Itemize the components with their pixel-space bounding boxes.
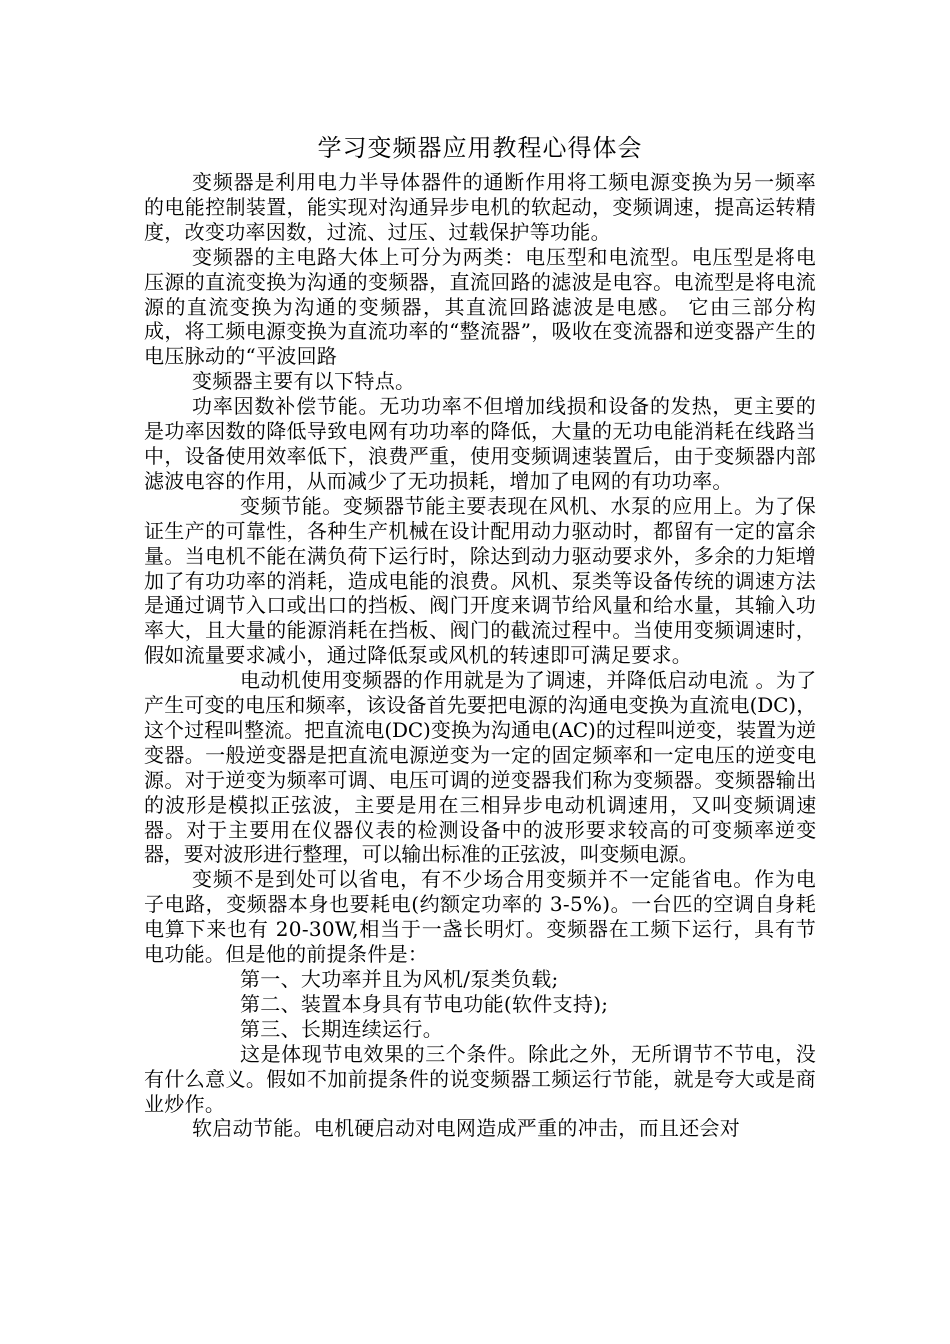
paragraph-main-circuit: 变频器的主电路大体上可分为两类：电压型和电流型。电压型是将电压源的直流变换为沟通的变频器，直流回路的滤波是电容。电流型是将电流源的直流变换为沟通的变频器，其直流回路滤波是电感。 它由三部分构成，将工频电源变换为直流功率的“整流器”，吸收在变流器和逆变器产生的电压脉动的“平波回路: [144, 244, 816, 369]
paragraph-power-factor: 功率因数补偿节能。无功功率不但增加线损和设备的发热，更主要的是功率因数的降低导致电网有功功率的降低，大量的无功电能消耗在线路当中，设备使用效率低下，浪费严重，使用变频调速装置后，由于变频器内部滤波电容的作用，从而减少了无功损耗，增加了电网的有功功率。: [144, 394, 816, 493]
paragraph-intro: 变频器是利用电力半导体器件的通断作用将工频电源变换为另一频率的电能控制装置，能实现对沟通异步电机的软起动，变频调速，提高运转精度，改变功率因数，过流、过压、过载保护等功能。: [144, 170, 816, 244]
paragraph-features-heading: 变频器主要有以下特点。: [192, 369, 416, 394]
paragraph-conditions-summary: 这是体现节电效果的三个条件。除此之外，无所谓节不节电，没有什么意义。假如不加前提条件的说变频器工频运行节能，就是夸大或是商业炒作。: [144, 1041, 816, 1116]
list-item-condition-3: 第三、长期连续运行。: [240, 1016, 443, 1041]
list-item-condition-2: 第二、装置本身具有节电功能(软件支持);: [240, 991, 609, 1016]
paragraph-soft-start: 软启动节能。电机硬启动对电网造成严重的冲击，而且还会对: [192, 1116, 741, 1141]
list-item-condition-1: 第一、大功率并且为风机/泵类负载;: [240, 967, 559, 991]
paragraph-not-always-saving: 变频不是到处可以省电，有不少场合用变频并不一定能省电。作为电子电路，变频器本身也要耗电(约额定功率的 3-5%)。一台匹的空调自身耗电算下来也有 20-30W,相当于一盏长明灯。变频器在工频下运行，具有节电功能。但是他的前提条件是：: [144, 867, 816, 967]
document-page: [144, 128, 816, 1141]
page-title: 学习变频器应用教程心得体会: [317, 134, 643, 162]
paragraph-frequency-saving: 变频节能。变频器节能主要表现在风机、水泵的应用上。为了保证生产的可靠性，各种生产机械在设计配用动力驱动时，都留有一定的富余量。当电机不能在满负荷下运行时，除达到动力驱动要求外，多余的力矩增加了有功功率的消耗，造成电能的浪费。风机、泵类等设备传统的调速方法是通过调节入口或出口的挡板、阀门开度来调节给风量和给水量，其输入功率大，且大量的能源消耗在挡板、阀门的截流过程中。当使用变频调速时，假如流量要求减小，通过降低泵或风机的转速即可满足要求。: [144, 493, 816, 668]
paragraph-motor-speed: 电动机使用变频器的作用就是为了调速，并降低启动电流 。为了产生可变的电压和频率，该设备首先要把电源的沟通电变换为直流电(DC)，这个过程叫整流。把直流电(DC)变换为沟通电(AC)的过程叫逆变，装置为逆变器。一般逆变器是把直流电源逆变为一定的固定频率和一定电压的逆变电源。对于逆变为频率可调、电压可调的逆变器我们称为变频器。变频器输出的波形是模拟正弦波，主要是用在三相异步电动机调速用，又叫变频调速器。对于主要用在仪器仪表的检测设备中的波形要求较高的可变频率逆变器，要对波形进行整理，可以输出标准的正弦波，叫变频电源。: [144, 668, 816, 867]
